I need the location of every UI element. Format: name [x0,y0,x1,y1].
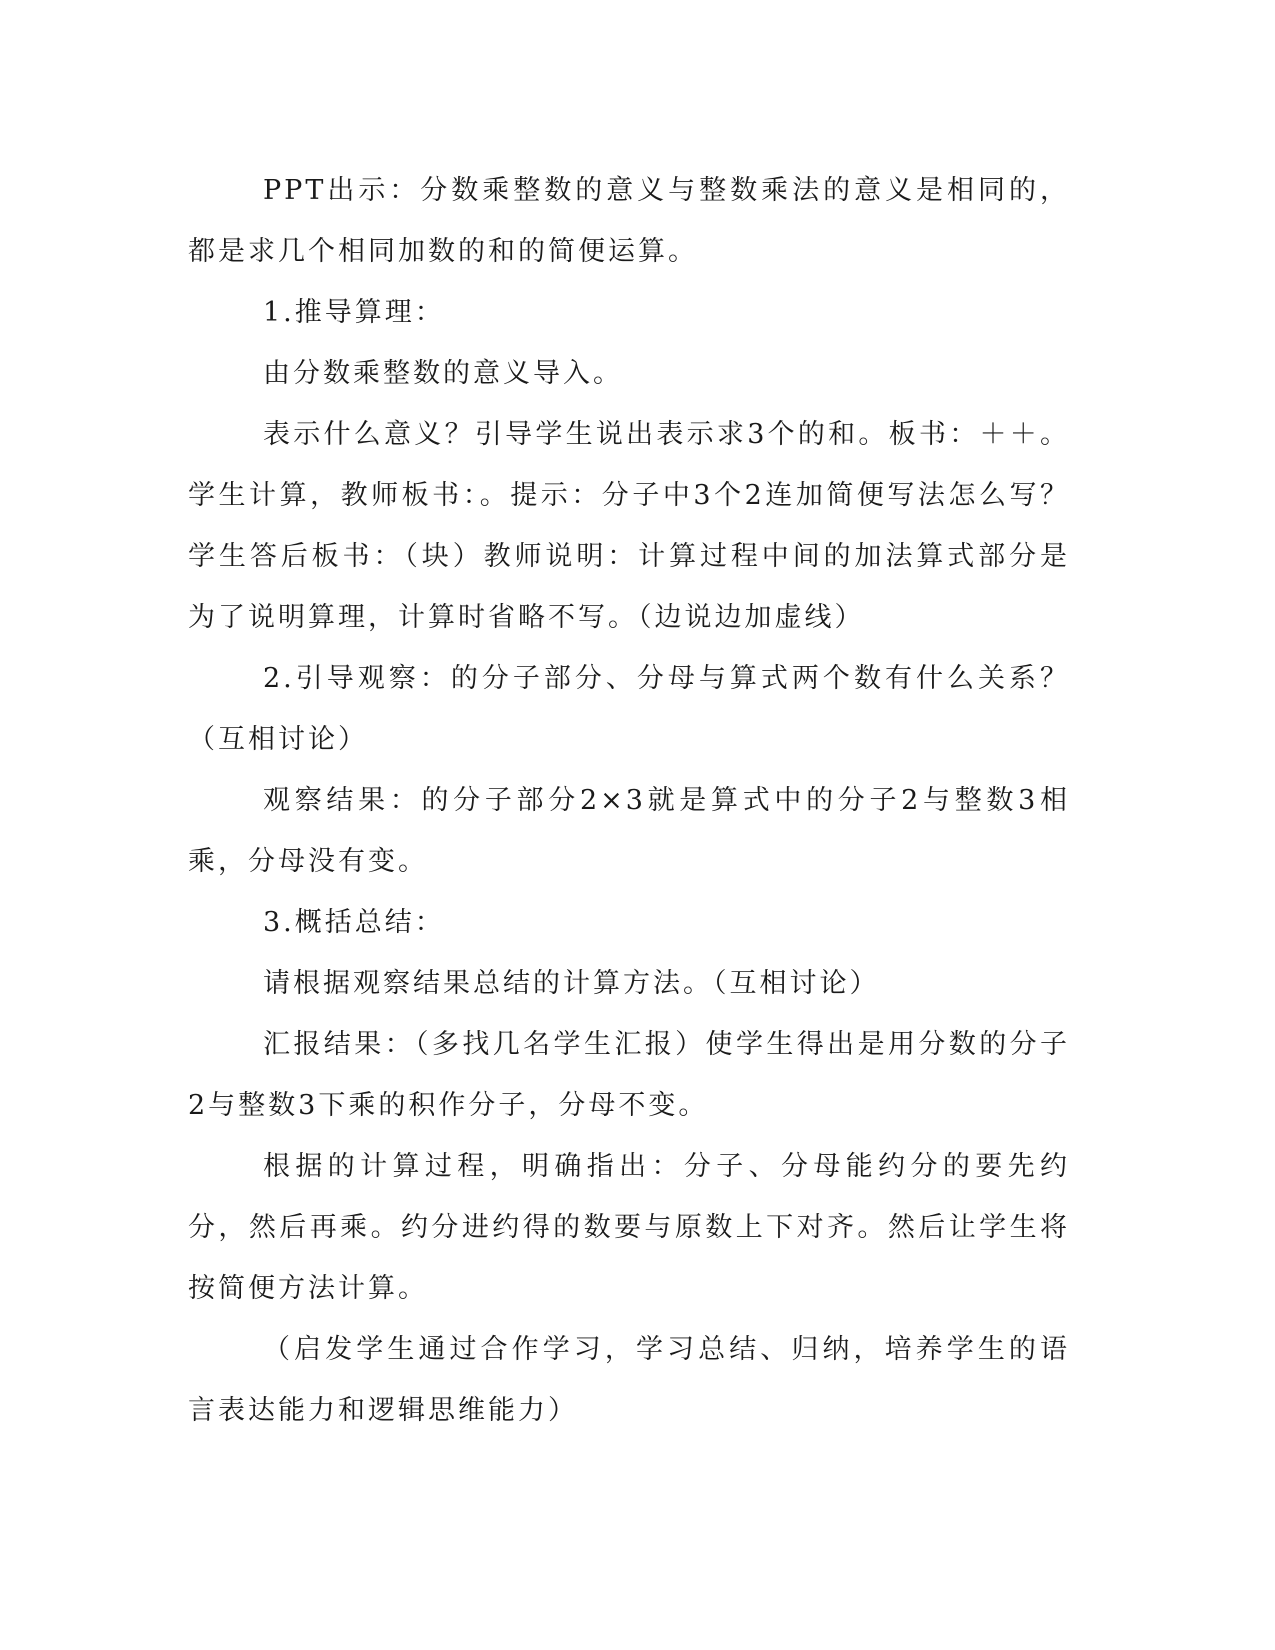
paragraph-board-writing: 表示什么意义？引导学生说出表示求3个的和。板书：＋＋。学生计算，教师板书：。提示：分子中3个2连加简便写法怎么写？学生答后板书：（块）教师说明：计算过程中间的加法算式部分是为了说明算理，计算时省略不写。（边说边加虚线） [188,419,1070,633]
paragraph-summarize-method: 请根据观察结果总结的计算方法。（互相讨论） [263,968,880,999]
heading-derive-principle: 1.推导算理： [263,297,445,328]
paragraph-introduce-meaning: 由分数乘整数的意义导入。 [263,358,623,389]
heading-summarize: 3.概括总结： [263,907,445,938]
paragraph-teaching-goal: （启发学生通过合作学习，学习总结、归纳，培养学生的语言表达能力和逻辑思维能力） [188,1334,1070,1426]
heading-guide-observation: 2.引导观察：的分子部分、分母与算式两个数有什么关系？（互相讨论） [188,663,1070,755]
document-page [188,160,1070,1441]
paragraph-observation-result: 观察结果：的分子部分2×3就是算式中的分子2与整数3相乘，分母没有变。 [188,785,1070,877]
paragraph-simplify-first: 根据的计算过程，明确指出：分子、分母能约分的要先约分，然后再乘。约分进约得的数要与原数上下对齐。然后让学生将按简便方法计算。 [188,1151,1070,1304]
paragraph-ppt-intro: PPT出示：分数乘整数的意义与整数乘法的意义是相同的，都是求几个相同加数的和的简便运算。 [188,175,1070,267]
paragraph-report-result: 汇报结果：（多找几名学生汇报）使学生得出是用分数的分子2与整数3下乘的积作分子，分母不变。 [188,1029,1070,1121]
